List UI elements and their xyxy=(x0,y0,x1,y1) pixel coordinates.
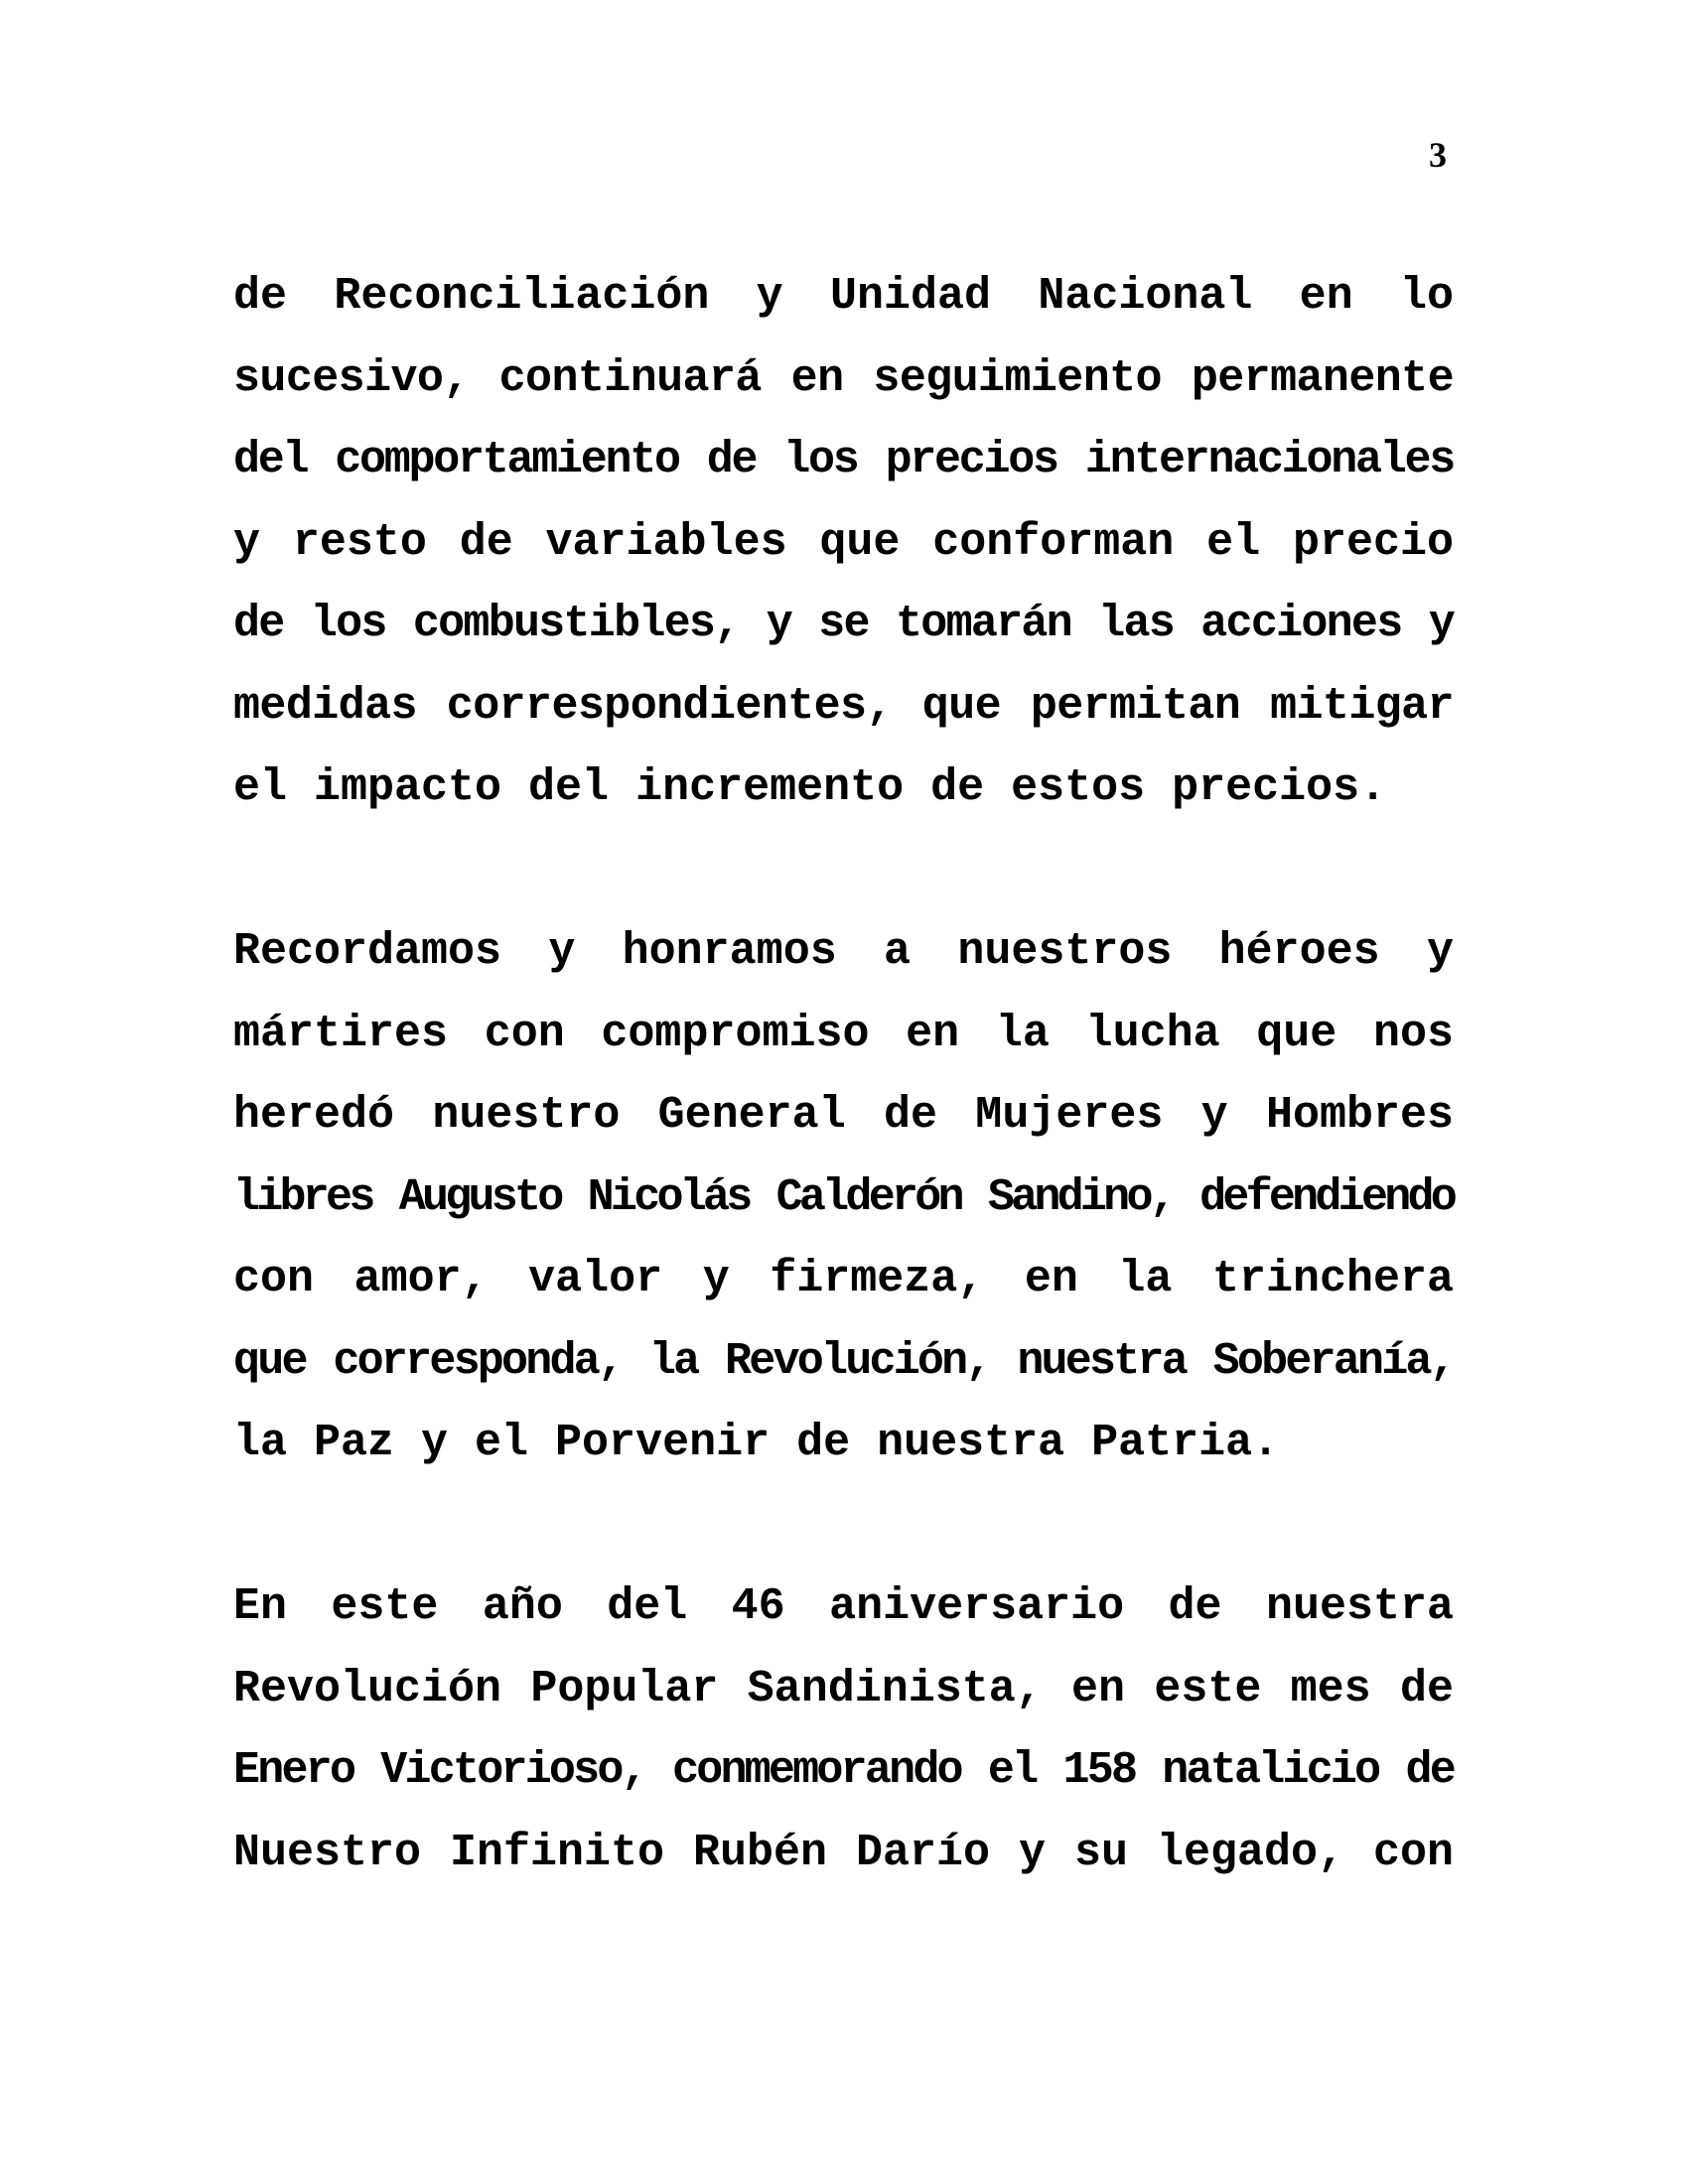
paragraph-3 xyxy=(233,1567,1454,1894)
text-line: Nuestro Infinito Rubén Darío y su legado, con xyxy=(233,1827,1454,1878)
text-line: heredó nuestro General de Mujeres y Hombres xyxy=(233,1090,1454,1141)
text-line: En este año del 46 aniversario de nuestra xyxy=(233,1581,1454,1632)
text-line: del comportamiento de los precios internacionales xyxy=(233,435,1454,485)
text-line: mártires con compromiso en la lucha que nos xyxy=(233,1008,1454,1059)
text-line: que corresponda, la Revolución, nuestra Soberanía, xyxy=(233,1335,1454,1387)
text-line: el impacto del incremento de estos precios. xyxy=(233,762,1387,813)
text-line: de los combustibles, y se tomarán las acciones y xyxy=(233,599,1454,649)
text-line: medidas correspondientes, que permitan mitigar xyxy=(233,680,1454,732)
text-line: la Paz y el Porvenir de nuestra Patria. xyxy=(233,1418,1280,1468)
text-line: sucesivo, continuará en seguimiento permanente xyxy=(233,352,1454,404)
text-line: libres Augusto Nicolás Calderón Sandino, defendiendo xyxy=(233,1171,1454,1223)
paragraph-2 xyxy=(233,911,1454,1485)
text-line: Revolución Popular Sandinista, en este mes de xyxy=(233,1663,1454,1714)
paragraph-gap xyxy=(233,830,1454,912)
text-line: Recordamos y honramos a nuestros héroes y xyxy=(233,926,1454,977)
paragraph-1 xyxy=(233,256,1454,830)
paragraph-gap xyxy=(233,1485,1454,1568)
document-body xyxy=(233,256,1454,1894)
text-line: Enero Victorioso, conmemorando el 158 natalicio de xyxy=(233,1745,1454,1796)
text-line: con amor, valor y firmeza, en la trinchera xyxy=(233,1254,1454,1304)
text-line: y resto de variables que conforman el precio xyxy=(233,516,1454,568)
page-number: 3 xyxy=(1429,135,1447,175)
text-line: de Reconciliación y Unidad Nacional en lo xyxy=(233,271,1454,322)
